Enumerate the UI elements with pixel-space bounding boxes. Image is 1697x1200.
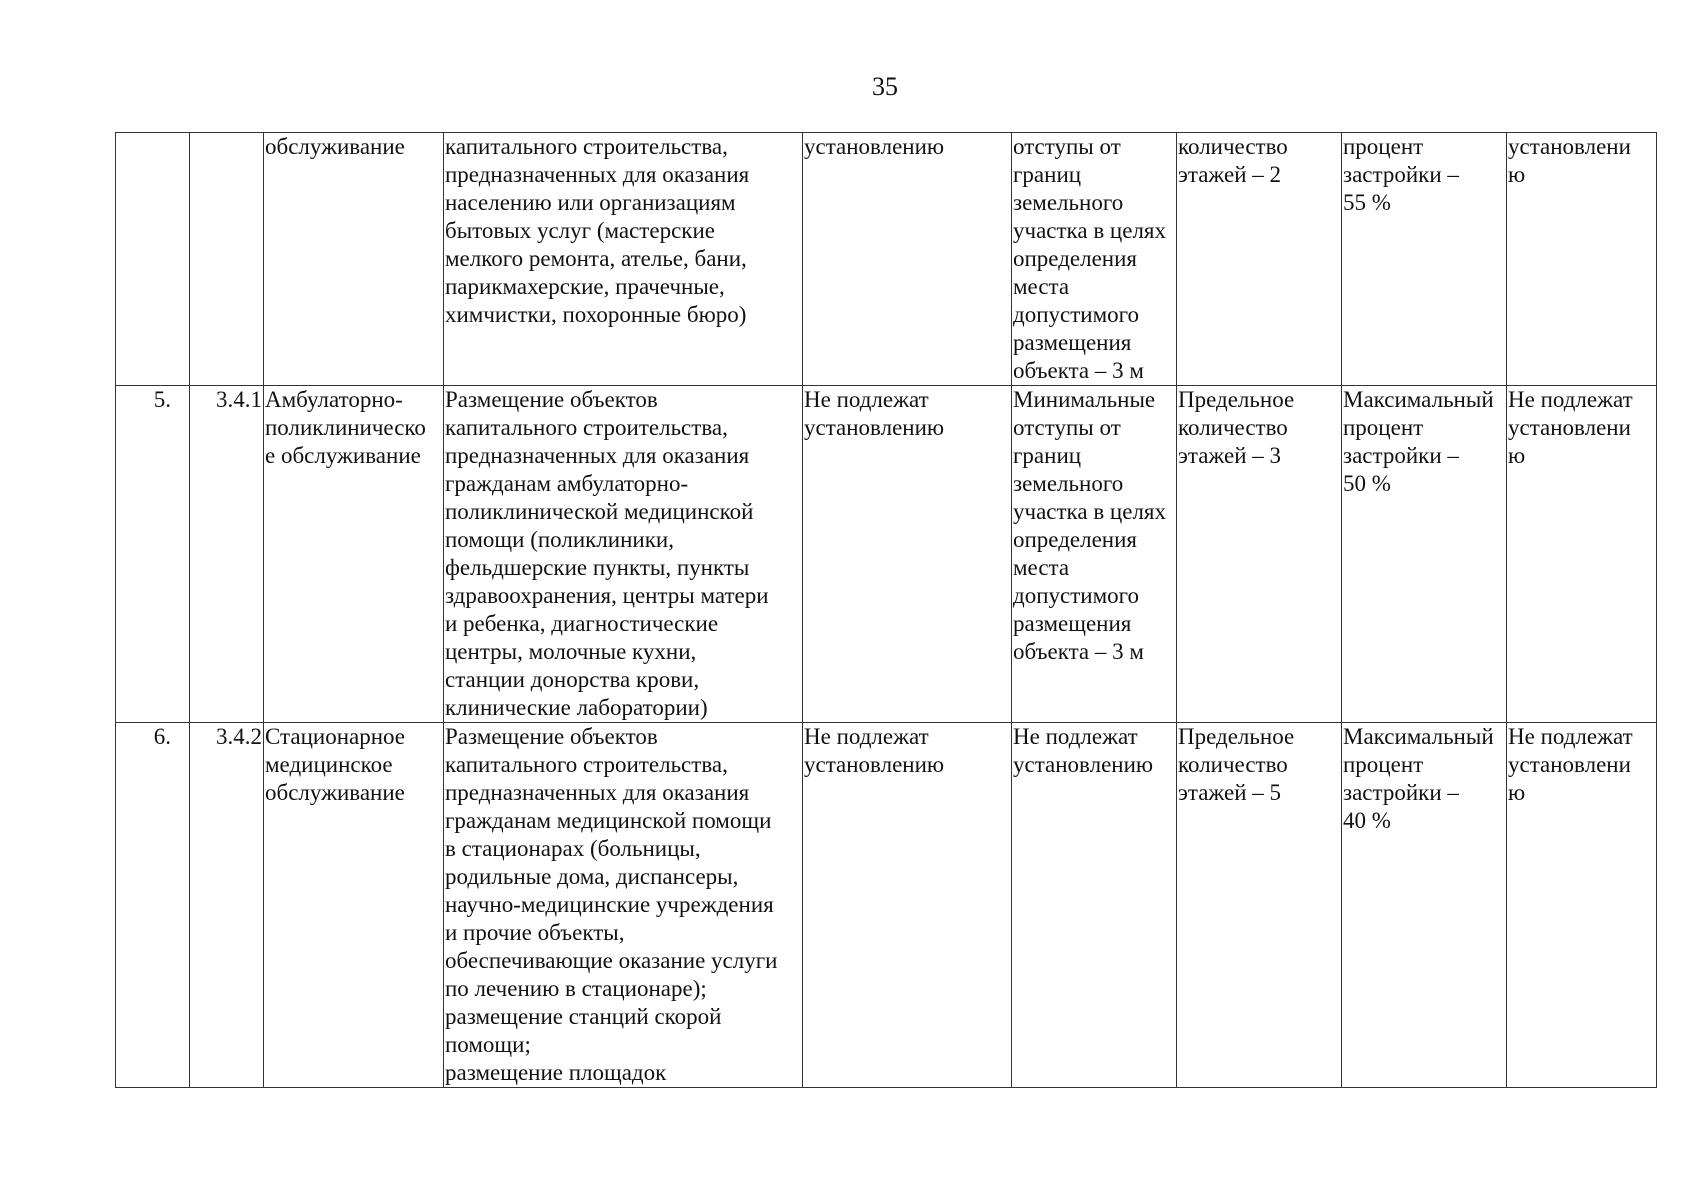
use-type-name-cell: обслуживание <box>264 133 444 386</box>
use-type-name-cell: Амбулаторно- поликлиническо е обслуживание <box>264 386 444 723</box>
row-number-cell <box>116 133 190 386</box>
classifier-code-cell: 3.4.1 <box>190 386 264 723</box>
floor-count-limit-cell: Предельное количество этажей – 3 <box>1177 386 1342 723</box>
setback-limits-cell: Не подлежат установлению <box>1012 723 1177 1088</box>
table-row <box>116 133 1657 386</box>
table-row <box>116 386 1657 723</box>
floor-count-limit-cell: Предельное количество этажей – 5 <box>1177 723 1342 1088</box>
classifier-code-cell: 3.4.2 <box>190 723 264 1088</box>
building-coverage-cell: Максимальный процент застройки – 50 % <box>1342 386 1507 723</box>
building-coverage-cell: Максимальный процент застройки – 40 % <box>1342 723 1507 1088</box>
use-type-description-cell: капитального строительства, предназначенных для оказания населению или организациям бытовых услуг (мастерские мелкого ремонта, ателье, бани, парикмахерские, прачечные, химчистки, похоронные бюро) <box>444 133 803 386</box>
other-parameters-cell: Не подлежат установлени ю <box>1507 723 1657 1088</box>
other-parameters-cell: Не подлежат установлени ю <box>1507 386 1657 723</box>
other-parameters-cell: установлени ю <box>1507 133 1657 386</box>
use-type-name-cell: Стационарное медицинское обслуживание <box>264 723 444 1088</box>
plot-size-limits-cell: установлению <box>803 133 1012 386</box>
setback-limits-cell: отступы от границ земельного участка в целях определения места допустимого размещения объекта – 3 м <box>1012 133 1177 386</box>
floor-count-limit-cell: количество этажей – 2 <box>1177 133 1342 386</box>
use-type-description-cell: Размещение объектов капитального строительства, предназначенных для оказания гражданам медицинской помощи в стационарах (больницы, родильные дома, диспансеры, научно-медицинские учреждения и прочие объекты, обеспечивающие оказание услуги по лечению в стационаре); размещение станций скорой помощи; размещение площадок <box>444 723 803 1088</box>
use-type-description-cell: Размещение объектов капитального строительства, предназначенных для оказания гражданам амбулаторно- поликлинической медицинской помощи (поликлиники, фельдшерские пункты, пункты здравоохранения, центры матери и ребенка, диагностические центры, молочные кухни, станции донорства крови, клинические лаборатории) <box>444 386 803 723</box>
table-row <box>116 723 1657 1088</box>
building-coverage-cell: процент застройки – 55 % <box>1342 133 1507 386</box>
plot-size-limits-cell: Не подлежат установлению <box>803 723 1012 1088</box>
page-number: 35 <box>872 72 898 101</box>
row-number-cell: 6. <box>116 723 190 1088</box>
classifier-code-cell <box>190 133 264 386</box>
row-number-cell: 5. <box>116 386 190 723</box>
zoning-regulations-table <box>115 132 1657 1088</box>
setback-limits-cell: Минимальные отступы от границ земельного участка в целях определения места допустимого размещения объекта – 3 м <box>1012 386 1177 723</box>
plot-size-limits-cell: Не подлежат установлению <box>803 386 1012 723</box>
